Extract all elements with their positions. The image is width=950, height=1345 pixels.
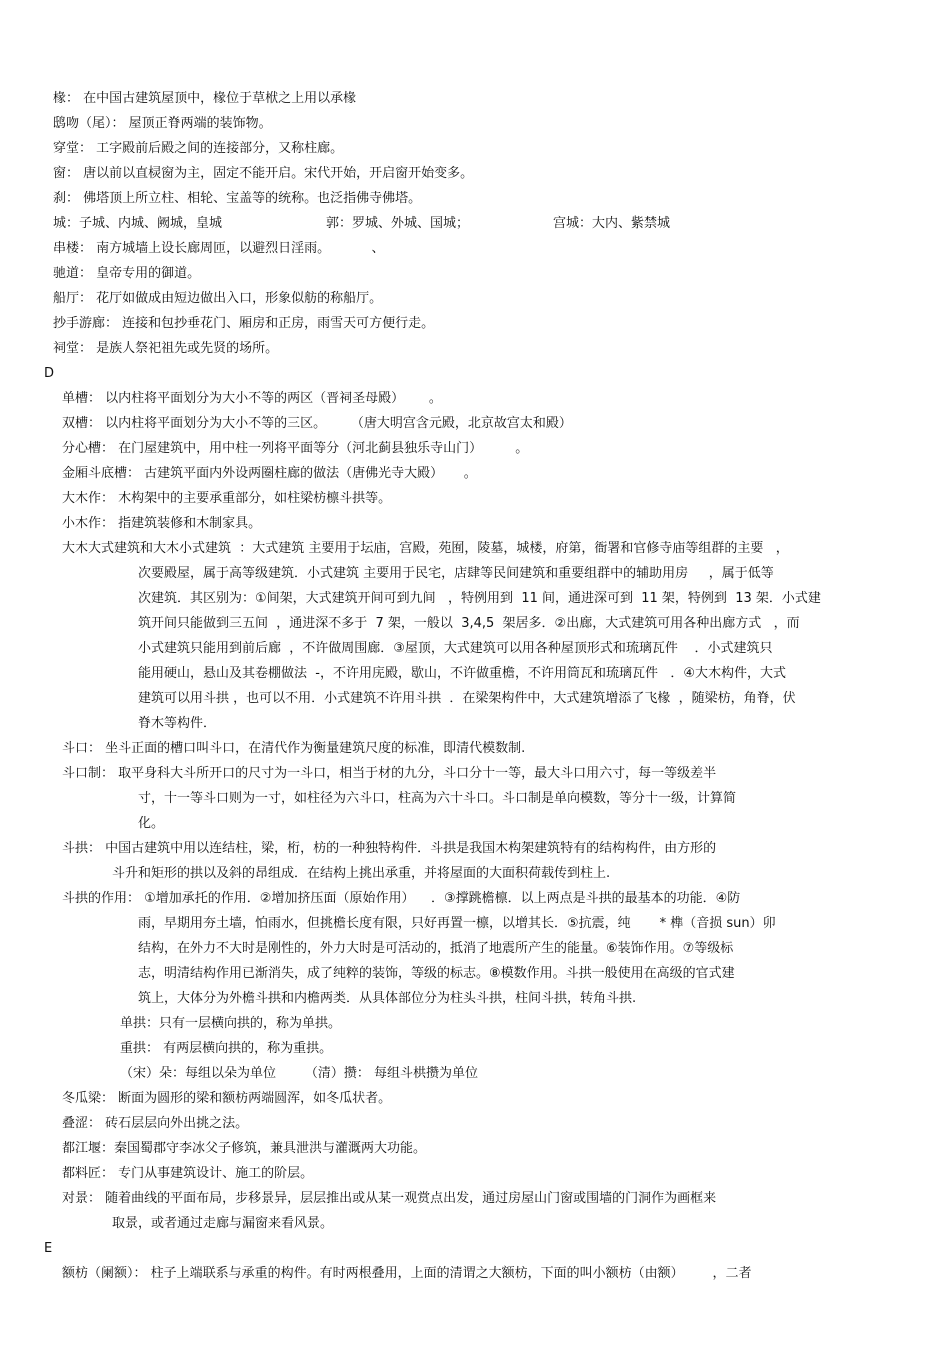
entry-diese: 叠涩： 砖石层层向外出挑之法。 [62,1116,249,1131]
entry-duliaojiang: 都料匠： 专门从事建筑设计、施工的阶层。 [62,1166,314,1181]
entry-dujiangyan: 都江堰：秦国蜀郡守李冰父子修筑，兼具泄洪与灌溉两大功能。 [62,1141,427,1156]
entry-duijing: 对景： 随着曲线的平面布局，步移景异，层层推出或从某一观赏点出发，通过房屋山门窗或围墙的门洞作为画框来 [62,1191,717,1206]
entry-dashi-cont-3: 筑开间只能做到三五间 ，通进深不多于 7 架，一般以 3,4,5 架居多．②出廊，大式建筑可用各种出廊方式 ，而 [138,616,800,631]
entry-cha: 刹： 佛塔顶上所立柱、相轮、宝盖等的统称。也泛指佛寺佛塔。 [53,191,422,206]
entry-dougong-zuoyong: 斗拱的作用： ①增加承托的作用．②增加挤压面（原始作用） ．③撑跳檐檩．以上两点是斗拱的最基本的功能．④防 [62,891,741,906]
entry-dashi-cont-5: 能用硬山，悬山及其卷棚做法 -，不许用庑殿，歇山，不许做重檐，不许用筒瓦和琉璃瓦件 ．④大木构件，大式 [138,666,787,681]
entry-zuoyong-cont-1: 雨，早期用夯土墙，怕雨水，但挑檐长度有限，只好再置一檩，以增其长．⑤抗震，纯 * 榫（音损 sun）卯 [138,916,776,931]
entry-chuantang: 穿堂： 工字殿前后殿之间的连接部分，又称柱廊。 [53,141,344,156]
entry-dougong: 斗拱： 中国古建筑中用以连结柱，梁，桁，枋的一种独特构件．斗拱是我国木构架建筑特有的结构构件，由方形的 [62,841,717,856]
entry-dashi-cont-2: 次建筑．其区别为：①间架，大式建筑开间可到九间 ，特例用到 11 间，通进深可到 11 架，特例到 13 架．小式建 [138,591,821,606]
section-heading-d: D [44,366,55,381]
entry-gongcheng: 宫城：大内、紫禁城 [553,216,671,231]
entry-chonggong: 重拱： 有两层横向拱的，称为重拱。 [120,1041,333,1056]
entry-guo: 郭：罗城、外城、国城； [326,216,470,231]
entry-zuoyong-cont-2: 结构，在外力不大时是刚性的，外力大时是可活动的，抵消了地震所产生的能量。⑥装饰作用。⑦等级标 [138,941,734,956]
entry-cheng: 城：子城、内城、阙城，皇城 [53,216,223,231]
section-heading-e: E [44,1241,53,1256]
entry-dashi-cont-4: 小式建筑只能用到前后廊 ，不许做周围廊．③屋顶，大式建筑可以用各种屋顶形式和琉璃瓦件 ．小式建筑只 [138,641,773,656]
entry-zuoyong-cont-3: 志，明清结构作用已渐消失，成了纯粹的装饰，等级的标志。⑧模数作用。斗拱一般使用在高级的官式建 [138,966,735,981]
entry-dashi-cont-6: 建筑可以用斗拱 ，也可以不用．小式建筑不许用斗拱 ．在梁架构件中，大式建筑增添了飞椽 ，随梁枋，角脊，伏 [138,691,796,706]
entry-doukouzhi-cont-2: 化。 [138,816,165,831]
entry-zuoyong-cont-4: 筑上，大体分为外檐斗拱和内檐两类．从具体部位分为柱头斗拱，柱间斗拱，转角斗拱. [138,991,637,1006]
entry-chuanlou: 串楼： 南方城墙上设长廊周匝，以避烈日淫雨。 、 [53,241,385,256]
entry-doukou: 斗口： 坐斗正面的槽口叫斗口，在清代作为衡量建筑尺度的标准，即清代模数制. [62,741,526,756]
entry-dancao: 单槽： 以内柱将平面划分为大小不等的两区（晋祠圣母殿） 。 [62,391,442,406]
entry-dougong-cont: 斗升和矩形的拱以及斜的昂组成．在结构上挑出承重，并将屋面的大面积荷载传到柱上. [112,866,611,881]
entry-jinxiang: 金厢斗底槽： 古建筑平面内外设两圈柱廊的做法（唐佛光寺大殿） 。 [62,466,477,481]
entry-doukouzhi: 斗口制： 取平身科大斗所开口的尺寸为一斗口，相当于材的九分，斗口分十一等，最大斗口用六寸，每一等级差半 [62,766,717,781]
entry-chidao: 驰道： 皇帝专用的御道。 [53,266,201,281]
entry-damuzuo: 大木作： 木构架中的主要承重部分，如柱梁枋檩斗拱等。 [62,491,392,506]
entry-chaoshou: 抄手游廊： 连接和包抄垂花门、厢房和正房，雨雪天可方便行走。 [53,316,435,331]
entry-chuanting: 船厅： 花厅如做成由短边做出入口，形象似舫的称船厅。 [53,291,383,306]
entry-chuang: 窗： 唐以前以直棂窗为主，固定不能开启。宋代开始，开启窗开始变多。 [53,166,474,181]
entry-fenxincao: 分心槽： 在门屋建筑中，用中柱一列将平面等分（河北蓟县独乐寺山门） 。 [62,441,529,456]
entry-dangong: 单拱：只有一层横向拱的，称为单拱。 [120,1016,342,1031]
entry-xiaomuzuo: 小木作： 指建筑装修和木制家具。 [62,516,262,531]
entry-shuangcao: 双槽： 以内柱将平面划分为大小不等的三区。 （唐大明宫含元殿，北京故宫太和殿） [62,416,572,431]
entry-chuan: 椽： 在中国古建筑屋顶中，椽位于草栿之上用以承椽 [53,91,357,106]
entry-duijing-cont: 取景，或者通过走廊与漏窗来看风景。 [112,1216,334,1231]
entry-chiwen: 鸱吻（尾）： 屋顶正脊两端的装饰物。 [53,116,272,131]
entry-doukouzhi-cont-1: 寸，十一等斗口则为一寸，如柱径为六斗口，柱高为六十斗口。斗口制是单向模数，等分十一级，计算简 [138,791,737,806]
entry-dashi-cont-1: 次要殿屋，属于高等级建筑．小式建筑 主要用于民宅，店肆等民间建筑和重要组群中的辅助用房 ，属于低等 [138,566,774,581]
entry-duo-zan: （宋）朵：每组以朵为单位 （清）攒： 每组斗栱攒为单位 [120,1066,479,1081]
entry-donggualiang: 冬瓜梁： 断面为圆形的梁和额枋两端圆浑，如冬瓜状者。 [62,1091,392,1106]
entry-dashi-cont-7: 脊木等构件． [138,716,217,731]
entry-dashi-xiaoshi: 大木大式建筑和大木小式建筑 ：大式建筑 主要用于坛庙，宫殿，苑囿，陵墓，城楼，府第，衙署和官修寺庙等组群的主要 ， [62,541,789,556]
entry-citang: 祠堂： 是族人祭祀祖先或先贤的场所。 [53,341,279,356]
entry-efang: 额枋（阑额）： 柱子上端联系与承重的构件。有时两根叠用，上面的清谓之大额枋，下面的叫小额枋（由额） ，二者 [62,1266,752,1281]
